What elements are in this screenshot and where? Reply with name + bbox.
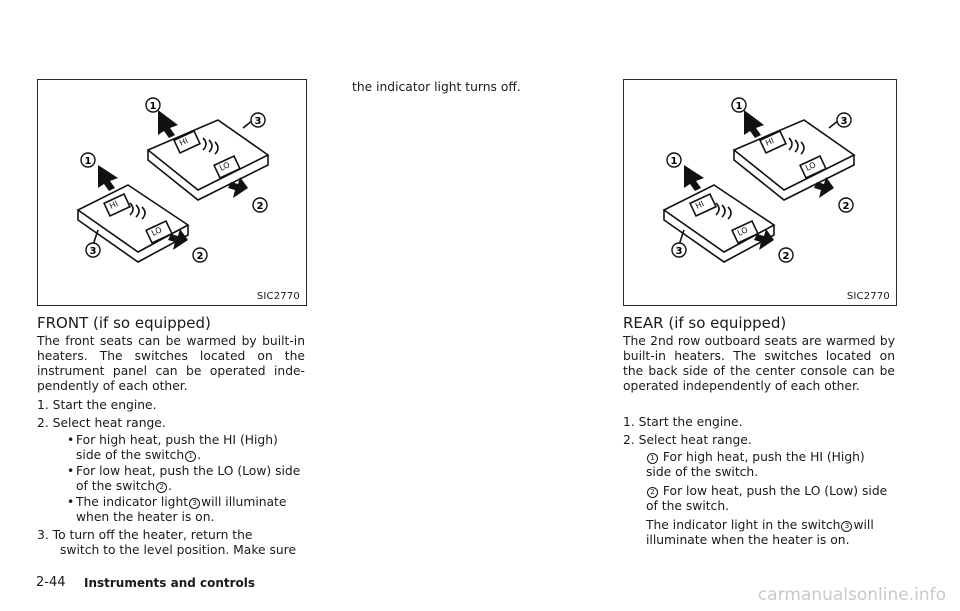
bullet-dot: • xyxy=(67,464,75,478)
rear-sub-indicator-text-a: The indicator light in the switch xyxy=(646,518,841,532)
rear-sub-indicator xyxy=(646,518,898,548)
front-bullet-high-text-b: side of the switch xyxy=(76,448,185,462)
rear-sub-high-text-a: For high heat, push the HI (High) xyxy=(662,450,865,464)
front-step-1: 1. Start the engine. xyxy=(37,398,157,412)
rear-sub-indicator-text-b: will xyxy=(853,518,874,532)
hi-label-lower: HI xyxy=(694,199,706,211)
callout-1-upper-label: 1 xyxy=(149,101,157,112)
callout-2-lower-label: 2 xyxy=(782,251,790,262)
rear-sub-low-text-b: of the switch. xyxy=(646,499,730,513)
rear-heading: REAR (if so equipped) xyxy=(623,314,787,332)
front-bullet-low-text-a: For low heat, push the LO (Low) side xyxy=(76,464,301,478)
front-bullet-indicator-text-b: will illuminate xyxy=(201,495,287,509)
rear-sub-high xyxy=(646,450,896,480)
rear-sub-high-text-b: side of the switch. xyxy=(646,465,759,479)
rear-sub-low xyxy=(646,484,898,514)
rear-intro: The 2nd row outboard seats are warmed by built-in heaters. The switches located on the back side of the center console can be operated independently of each other. xyxy=(623,334,895,393)
callout-1-upper-label: 1 xyxy=(735,101,743,112)
figure-front-seat-switches xyxy=(37,79,307,306)
callout-1-lower-label: 1 xyxy=(84,156,92,167)
lo-label-lower: LO xyxy=(150,225,164,238)
callout-2-upper-label: 2 xyxy=(842,201,850,212)
hi-label-upper: HI xyxy=(178,136,190,148)
front-step-3-text-b: switch to the level position. Make sure xyxy=(60,543,297,557)
bullet-dot: • xyxy=(67,495,75,509)
lo-label-upper: LO xyxy=(804,160,818,173)
front-bullet-high: • For high heat, push the HI (High) side of the switch 1 . xyxy=(67,433,278,462)
callout-3-upper-label: 3 xyxy=(254,116,262,127)
callout-3-inline: 3 xyxy=(841,521,852,532)
callout-2-inline: 2 xyxy=(156,482,167,493)
section-title: Instruments and controls xyxy=(84,576,256,590)
watermark: carmanualsonline.info xyxy=(757,585,946,605)
lo-label-lower: LO xyxy=(736,225,750,238)
hi-label-upper: HI xyxy=(764,136,776,148)
rear-step-2: 2. Select heat range. xyxy=(623,433,752,447)
front-bullet-indicator xyxy=(67,495,308,525)
rear-step-1: 1. Start the engine. xyxy=(623,415,743,429)
page-number: 2-44 xyxy=(36,575,66,590)
callout-3-lower-label: 3 xyxy=(675,246,683,257)
figure-rear-seat-switches xyxy=(623,79,897,306)
hi-label-lower: HI xyxy=(108,199,120,211)
callout-2-lower-label: 2 xyxy=(196,251,204,262)
front-step-2: 2. Select heat range. xyxy=(37,416,166,430)
front-bullet-indicator-text-a: The indicator light xyxy=(76,495,189,509)
front-bullet-low: • For low heat, push the LO (Low) side of the switch 2 . xyxy=(67,464,301,493)
callout-3-upper-label: 3 xyxy=(840,116,848,127)
continuation-text: the indicator light turns off. xyxy=(352,80,521,94)
bullet-dot: • xyxy=(67,433,75,447)
rear-sub-low-text-a: For low heat, push the LO (Low) side xyxy=(662,484,888,498)
callout-3-lower-label: 3 xyxy=(89,246,97,257)
front-bullet-indicator-text-c: when the heater is on. xyxy=(76,510,215,524)
callout-1-lower-label: 1 xyxy=(670,156,678,167)
front-step-3-text-a: 3. To turn off the heater, return the xyxy=(37,528,253,542)
seat-heater-switch-illustration-rear xyxy=(624,80,896,305)
callout-1-inline: 1 xyxy=(185,451,196,462)
callout-3-inline: 3 xyxy=(189,498,200,509)
figure-code: SIC2770 xyxy=(256,291,300,302)
callout-2-upper-label: 2 xyxy=(256,201,264,212)
callout-2-inline: 2 xyxy=(647,487,658,498)
rear-sub-indicator-text-c: illuminate when the heater is on. xyxy=(646,533,850,547)
lo-label-upper: LO xyxy=(218,160,232,173)
callout-1-inline: 1 xyxy=(647,453,658,464)
front-heading: FRONT (if so equipped) xyxy=(37,314,211,332)
front-bullet-low-text-b: of the switch xyxy=(76,479,156,493)
front-step-3 xyxy=(37,528,307,558)
front-intro: The front seats can be warmed by built-in heaters. The switches located on the instrument panel can be operated inde-pendently of each other. xyxy=(37,334,305,393)
figure-code: SIC2770 xyxy=(846,291,890,302)
seat-heater-switch-illustration xyxy=(38,80,306,305)
front-bullet-high-text-a: For high heat, push the HI (High) xyxy=(76,433,278,447)
